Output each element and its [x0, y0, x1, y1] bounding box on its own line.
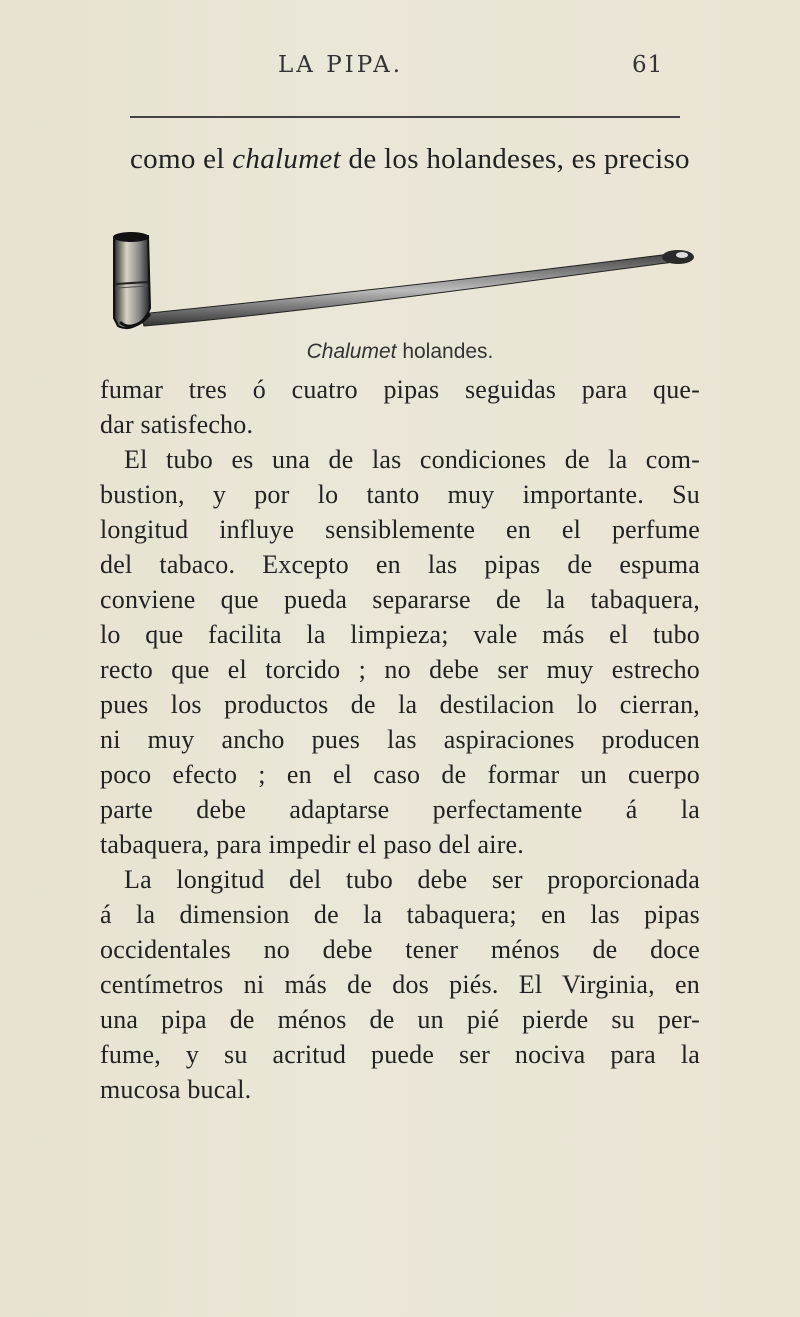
caption-italic: Chalumet [306, 340, 397, 363]
text-line: dar satisfecho. [100, 410, 254, 439]
page-header [0, 52, 800, 92]
text-line: á la dimension de la tabaquera; en las pipas [100, 900, 700, 929]
text-line: poco efecto ; en el caso de formar un cuerpo [100, 760, 700, 789]
text-line: centímetros ni más de dos piés. El Virginia, en [100, 970, 700, 999]
opening-line [130, 143, 690, 176]
opening-line-text-end: de los holandeses, es preciso [340, 143, 690, 175]
text-line: una pipa de ménos de un pié pierde su per- [100, 1005, 700, 1034]
figure-caption [0, 340, 800, 364]
text-line: mucosa bucal. [100, 1075, 252, 1104]
text-line: del tabaco. Excepto en las pipas de espuma [100, 550, 700, 579]
text-line: El tubo es una de las condiciones de la com- [124, 445, 700, 474]
caption-rest: holandes. [396, 340, 494, 363]
text-line: conviene que pueda separarse de la tabaquera, [100, 585, 700, 614]
text-line: tabaquera, para impedir el paso del aire. [100, 830, 524, 859]
text-line: ni muy ancho pues las aspiraciones producen [100, 725, 700, 754]
text-line: parte debe adaptarse perfectamente á la [100, 795, 700, 824]
text-line: pues los productos de la destilacion lo cierran, [100, 690, 700, 719]
body-text [100, 372, 700, 1107]
running-title: LA PIPA. [278, 52, 404, 78]
text-line: longitud influye sensiblemente en el perfume [100, 515, 700, 544]
text-line: La longitud del tubo debe ser proporcionada [124, 865, 700, 894]
opening-line-italic-term: chalumet [232, 143, 341, 175]
text-line: occidentales no debe tener ménos de doce [100, 935, 700, 964]
page-number: 61 [632, 52, 664, 78]
opening-line-text: como el [130, 143, 233, 175]
text-line: bustion, y por lo tanto muy importante. Su [100, 480, 700, 509]
text-line: recto que el torcido ; no debe ser muy estrecho [100, 655, 700, 684]
header-rule [130, 116, 680, 118]
text-line: lo que facilita la limpieza; vale más el tubo [100, 620, 700, 649]
chalumet-pipe-illustration [100, 222, 700, 342]
text-line: fumar tres ó cuatro pipas seguidas para que- [100, 375, 700, 404]
text-line: fume, y su acritud puede ser nociva para la [100, 1040, 700, 1069]
